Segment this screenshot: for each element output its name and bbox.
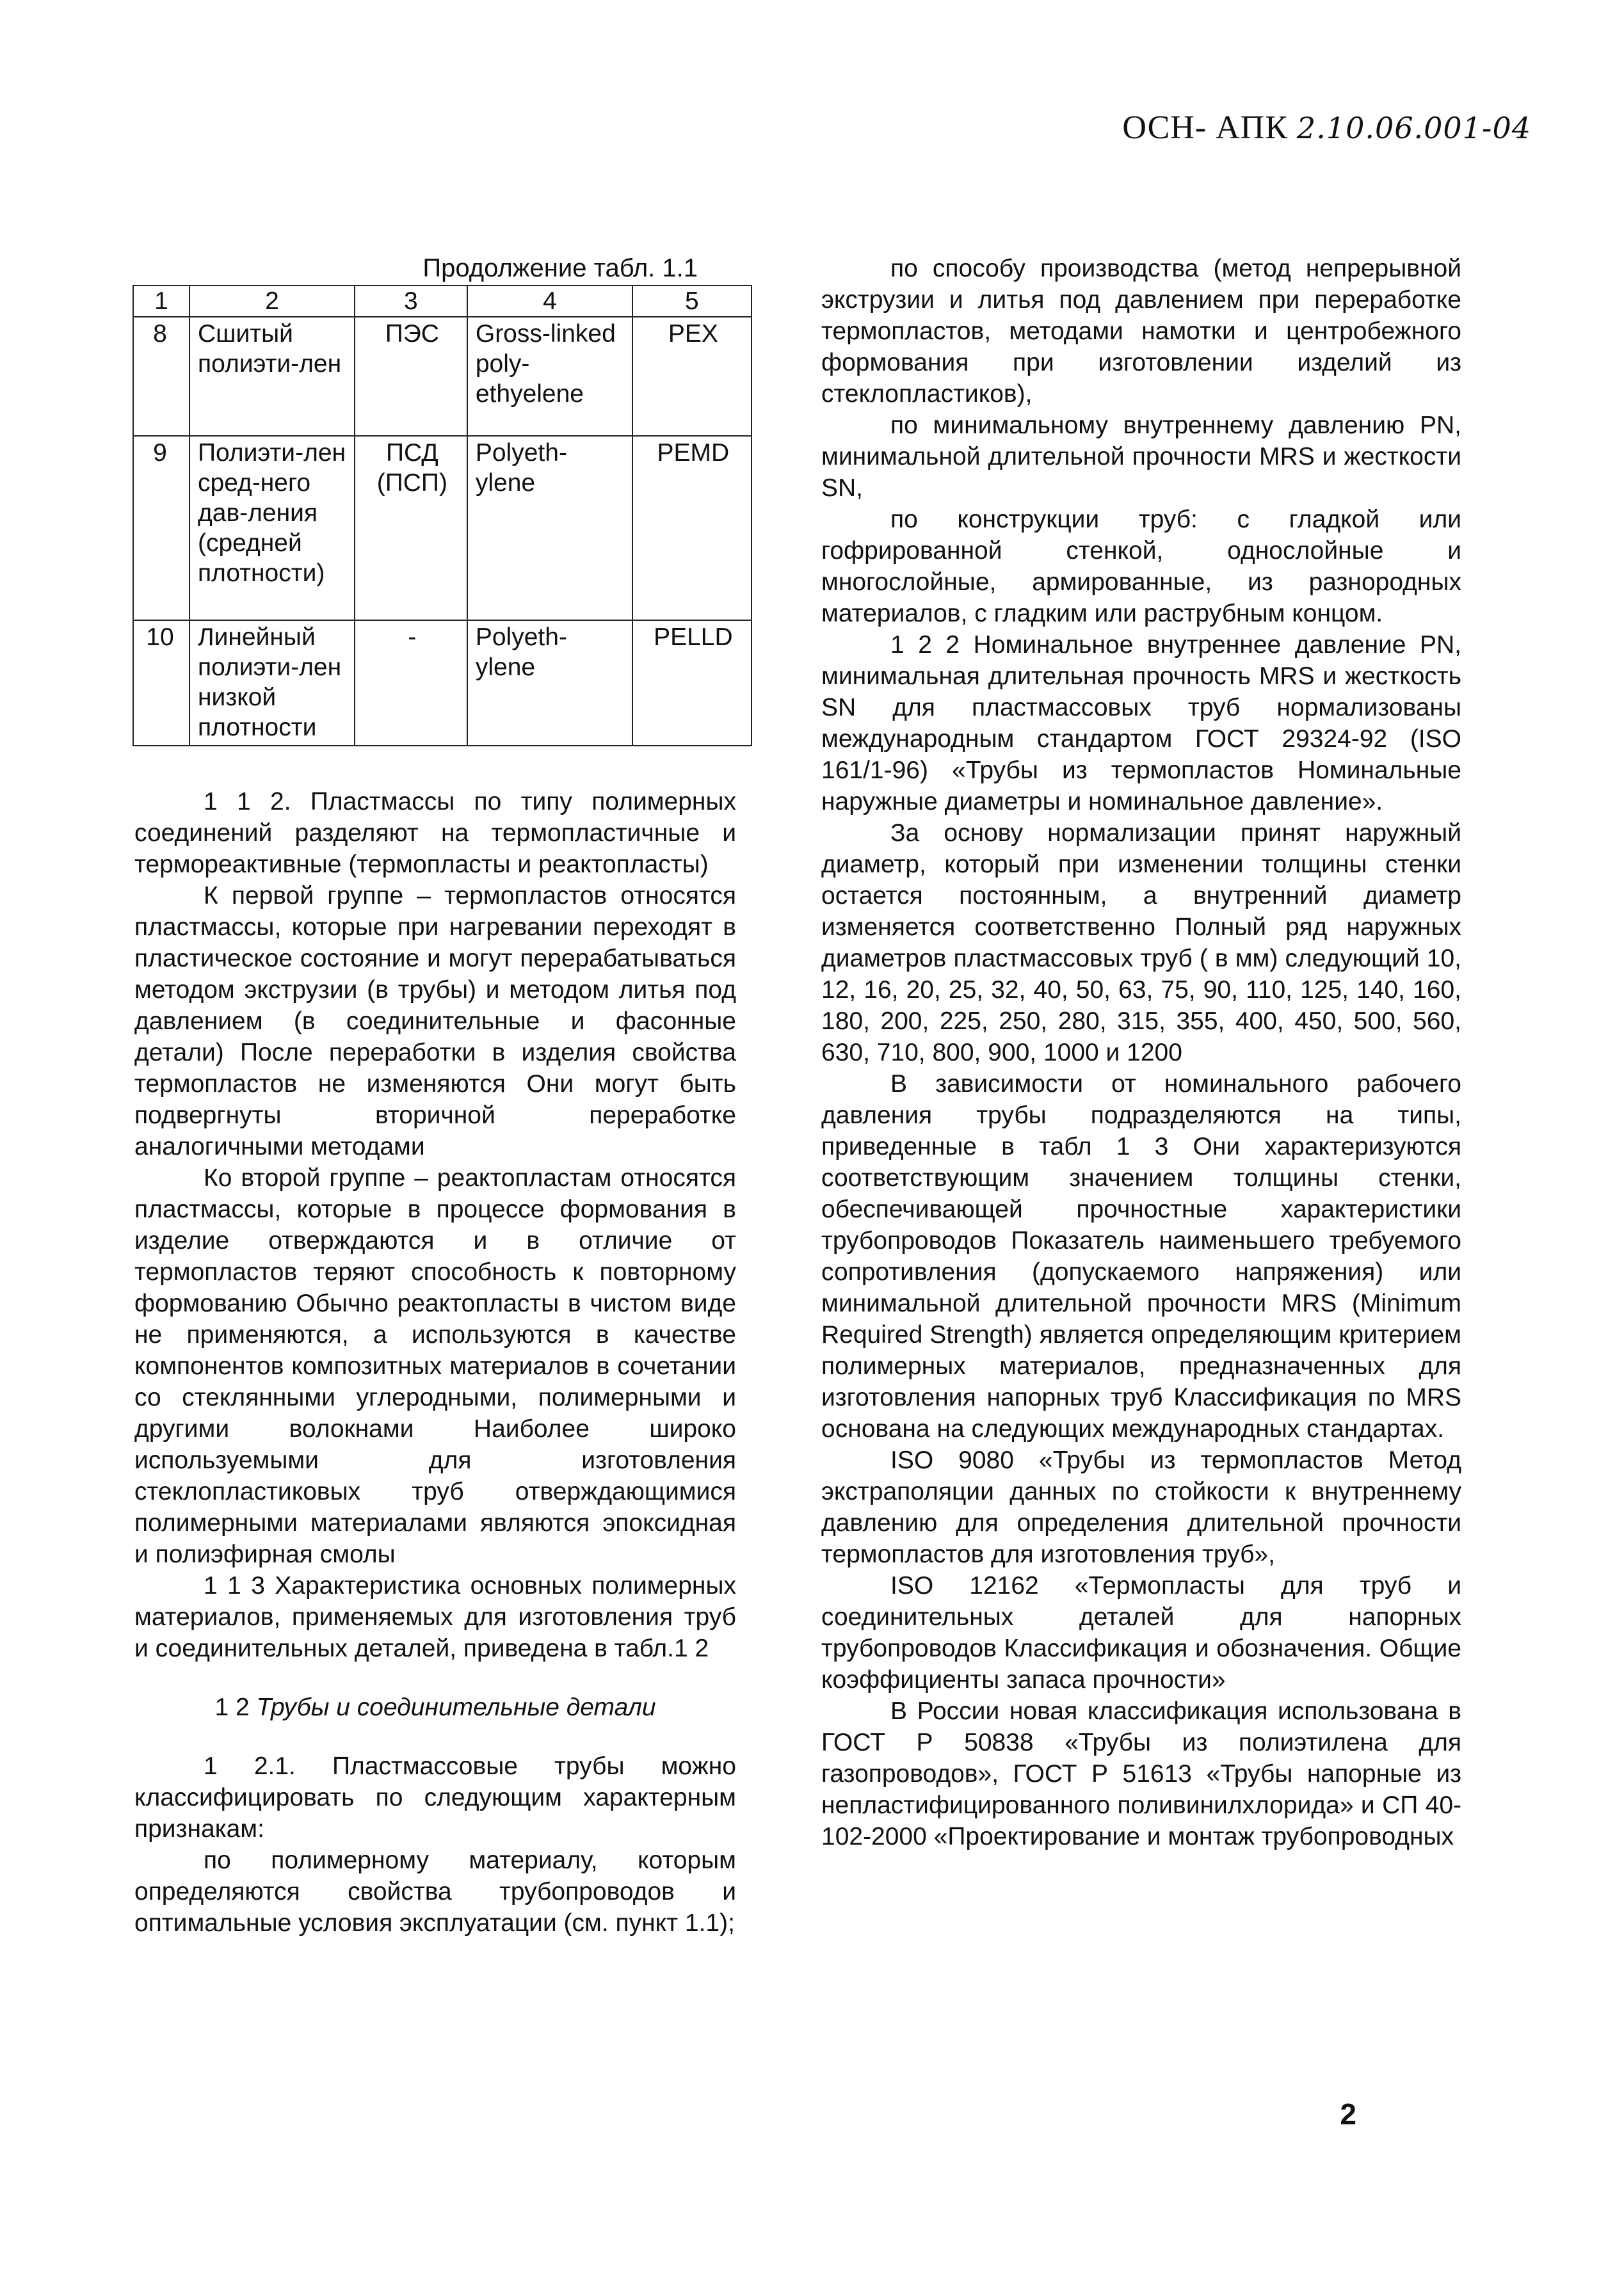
section-title: Трубы и соединительные детали <box>256 1694 656 1721</box>
table-header-cell: 2 <box>189 285 355 317</box>
section-heading <box>134 1692 736 1723</box>
material-name-en: Polyeth-ylene <box>467 436 632 620</box>
table-row <box>133 317 752 436</box>
document-code-handwritten: 2.10.06.001-04 <box>1296 111 1531 145</box>
abbreviation-ru: ПЭС <box>355 317 467 436</box>
paragraph-pipe-types: В зависимости от номинального рабочего давления трубы подразделяются на типы, приведенные в табл 1 3 Они характеризуются соответствующим значением толщины стенки, обеспечивающей прочностные характеристики трубопроводов Показатель наименьшего требуемого сопротивления (допускаемого напряжения) или минимальной длительной прочности MRS (Minimum Required Strength) является определяющим критерием полимерных материалов, предназначенных для изготовления напорных труб Классификация по MRS основана на следующих международных стандартах. <box>821 1070 1461 1443</box>
abbreviation-en: PELLD <box>632 620 752 746</box>
abbreviation-ru: ПСД (ПСП) <box>355 436 467 620</box>
table-header-cell: 3 <box>355 285 467 317</box>
table-header-row <box>133 285 752 317</box>
paragraph-russia: В России новая классификация использована в ГОСТ Р 50838 «Трубы из полиэтилена для газопроводов», ГОСТ Р 51613 «Трубы напорные из непластифицированного поливинилхлорида» и СП 40-102-2000 «Проектирование и монтаж трубопроводных <box>821 1697 1461 1850</box>
paragraph-by-construction: по конструкции труб: с гладкой или гофрированной стенкой, однослойные и многослойные, армированные, из разнородных материалов, с гладким или раструбным концом. <box>821 506 1461 627</box>
section-number: 1 2 <box>214 1694 250 1721</box>
material-name-ru: Полиэти-лен сред-него дав-ления (средней плотности) <box>189 436 355 620</box>
paragraph-1-1-3: 1 1 3 Характеристика основных полимерных материалов, применяемых для изготовления труб и соединительных деталей, приведена в табл.1 2 <box>134 1572 736 1662</box>
document-code <box>1122 109 1531 147</box>
table-caption: Продолжение табл. 1.1 <box>422 254 698 282</box>
abbreviation-en: PEX <box>632 317 752 436</box>
material-name-en: Polyeth-ylene <box>467 620 632 746</box>
material-name-en: Gross-linked poly-ethyelene <box>467 317 632 436</box>
paragraph-1-1-2: 1 1 2. Пластмассы по типу полимерных соединений разделяют на термопластичные и термореактивные (термопласты и реактопласты) <box>134 788 736 878</box>
paragraph-1-2-1: 1 2.1. Пластмассовые трубы можно классифицировать по следующим характерным признакам: <box>134 1752 736 1843</box>
paragraph-iso-12162: ISO 12162 «Термопласты для труб и соединительных деталей для напорных трубопроводов Классификация и обозначения. Общие коэффициенты запаса прочности» <box>821 1572 1461 1694</box>
paragraph-diameters: За основу нормализации принят наружный диаметр, который при изменении толщины стенки остается постоянным, а внутренний диаметр изменяется соответственно Полный ряд наружных диаметров пластмассовых труб ( в мм) следующий 10, 12, 16, 20, 25, 32, 40, 50, 63, 75, 90, 110, 125, 140, 160, 180, 200, 225, 250, 280, 315, 355, 400, 450, 500, 560, 630, 710, 800, 900, 1000 и 1200 <box>821 819 1461 1066</box>
row-number: 9 <box>133 436 189 620</box>
table-header-cell: 1 <box>133 285 189 317</box>
row-number: 8 <box>133 317 189 436</box>
paragraph-1-2-2: 1 2 2 Номинальное внутреннее давление PN, минимальная длительная прочность MRS и жесткость SN для пластмассовых труб нормализованы международным стандартом ГОСТ 29324-92 (ISO 161/1-96) «Трубы из термопластов Номинальные наружные диаметры и номинальное давление». <box>821 631 1461 815</box>
materials-table <box>133 285 752 746</box>
abbreviation-ru: - <box>355 620 467 746</box>
paragraph-iso-9080: ISO 9080 «Трубы из термопластов Метод экстраполяции данных по стойкости к внутреннему давлению для определения длительной прочности термопластов для изготовления труб», <box>821 1447 1461 1568</box>
table-row <box>133 436 752 620</box>
paragraph-thermoplastics: К первой группе – термопластов относятся пластмассы, которые при нагревании переходят в пластическое состояние и могут перерабатываться методом экструзии (в трубы) и методом литья под давлением (в соединительные и фасонные детали) После переработки в изделия свойства термопластов не изменяются Они могут быть подвергнуты вторичной переработке аналогичными методами <box>134 882 736 1160</box>
paragraph-by-pressure: по минимальному внутреннему давлению PN, минимальной длительной прочности MRS и жесткости SN, <box>821 412 1461 502</box>
paragraph-by-material: по полимерному материалу, которым определяются свойства трубопроводов и оптимальные условия эксплуатации (см. пункт 1.1); <box>134 1847 736 1937</box>
material-name-ru: Линейный полиэти-лен низкой плотности <box>189 620 355 746</box>
table-header-cell: 4 <box>467 285 632 317</box>
table-row <box>133 620 752 746</box>
table-header-cell: 5 <box>632 285 752 317</box>
row-number: 10 <box>133 620 189 746</box>
document-code-printed: ОСН- АПК <box>1122 109 1288 146</box>
page-number: 2 <box>1340 2097 1356 2131</box>
paragraph-by-production: по способу производства (метод непрерывной экструзии и литья под давлением при переработке термопластов, методами намотки и центробежного формования при изготовлении изделий из стеклопластиков), <box>821 255 1461 408</box>
right-column <box>821 253 1461 1852</box>
abbreviation-en: PEMD <box>632 436 752 620</box>
paragraph-reactoplastics: Ко второй группе – реактопластам относятся пластмассы, которые в процессе формования в изделие отверждаются и в отличие от термопластов теряют способность к повторному формованию Обычно реактопласты в чистом виде не применяются, а используются в качестве компонентов композитных материалов в сочетании со стеклянными углеродными, полимерными и другими волокнами Наиболее широко используемыми для изготовления стеклопластиковых труб отверждающимися полимерными материалами являются эпоксидная и полиэфирная смолы <box>134 1164 736 1568</box>
material-name-ru: Сшитый полиэти-лен <box>189 317 355 436</box>
left-column <box>134 253 736 1939</box>
